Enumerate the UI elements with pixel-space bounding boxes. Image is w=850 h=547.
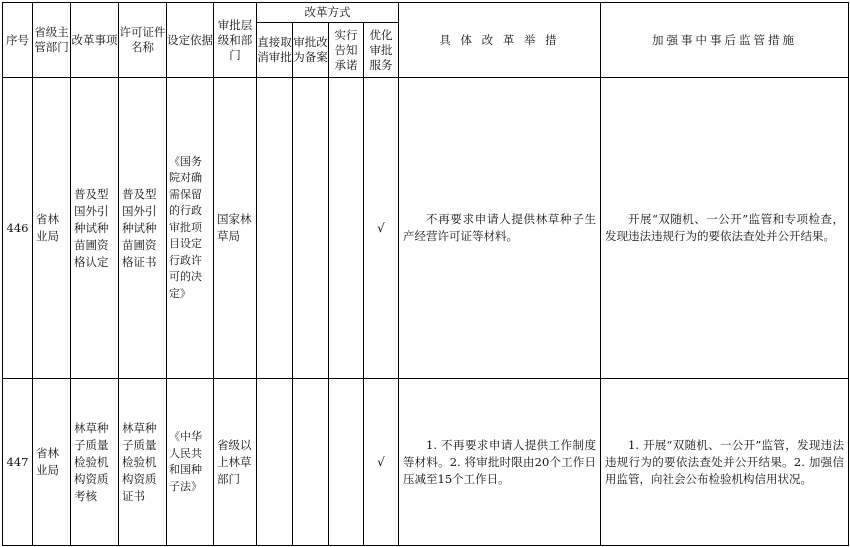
header-license: 许可证件名称 xyxy=(119,3,167,78)
row-commit-mark xyxy=(329,379,364,546)
header-method-group: 改革方式 xyxy=(257,3,399,23)
row-item: 普及型国外引种试种苗圃资格认定 xyxy=(71,78,119,379)
header-method-commit: 实行告知承诺 xyxy=(329,23,364,78)
header-method-record: 审批改为备案 xyxy=(293,23,329,78)
row-license: 普及型国外引种试种苗圃资格证书 xyxy=(119,78,167,379)
row-basis: 《中华人民共和国种子法》 xyxy=(167,379,214,546)
row-optimize-mark: √ xyxy=(364,78,399,379)
header-level: 审批层级和部门 xyxy=(214,3,257,78)
header-basis: 设定依据 xyxy=(167,3,214,78)
header-measures: 具 体 改 革 举 措 xyxy=(399,3,601,78)
header-method-optimize: 优化审批服务 xyxy=(364,23,399,78)
header-method-cancel: 直接取消审批 xyxy=(257,23,293,78)
row-item: 林草种子质量检验机构资质考核 xyxy=(71,379,119,546)
row-cancel-mark xyxy=(257,379,293,546)
row-license: 林草种子质量检验机构资质证书 xyxy=(119,379,167,546)
row-basis: 《国务院对确需保留的行政审批项目设定行政许可的决定》 xyxy=(167,78,214,379)
row-level: 省级以上林草部门 xyxy=(214,379,257,546)
row-supervision: 1. 开展“双随机、一公开”监管，发现违法违规行为的要依法查处并公开结果。2. 加强信用监管，向社会公布检验机构信用状况。 xyxy=(601,379,849,546)
table-row xyxy=(3,78,849,379)
row-seq: 446 xyxy=(3,78,33,379)
row-dept: 省林业局 xyxy=(33,379,71,546)
row-measures: 不再要求申请人提供林草种子生产经营许可证等材料。 xyxy=(399,78,601,379)
row-optimize-mark: √ xyxy=(364,379,399,546)
row-supervision: 开展“双随机、一公开”监管和专项检查，发现违法违规行为的要依法查处并公开结果。 xyxy=(601,78,849,379)
row-commit-mark xyxy=(329,78,364,379)
reform-table xyxy=(2,2,849,546)
header-seq: 序号 xyxy=(3,3,33,78)
row-measures: 1. 不再要求申请人提供工作制度等材料。2. 将审批时限由20个工作日压减至15个工作日。 xyxy=(399,379,601,546)
row-dept: 省林业局 xyxy=(33,78,71,379)
row-record-mark xyxy=(293,78,329,379)
header-dept: 省级主管部门 xyxy=(33,3,71,78)
row-record-mark xyxy=(293,379,329,546)
header-item: 改革事项 xyxy=(71,3,119,78)
row-seq: 447 xyxy=(3,379,33,546)
table-row xyxy=(3,379,849,546)
row-level: 国家林草局 xyxy=(214,78,257,379)
row-cancel-mark xyxy=(257,78,293,379)
header-supervision: 加强事中事后监管措施 xyxy=(601,3,849,78)
